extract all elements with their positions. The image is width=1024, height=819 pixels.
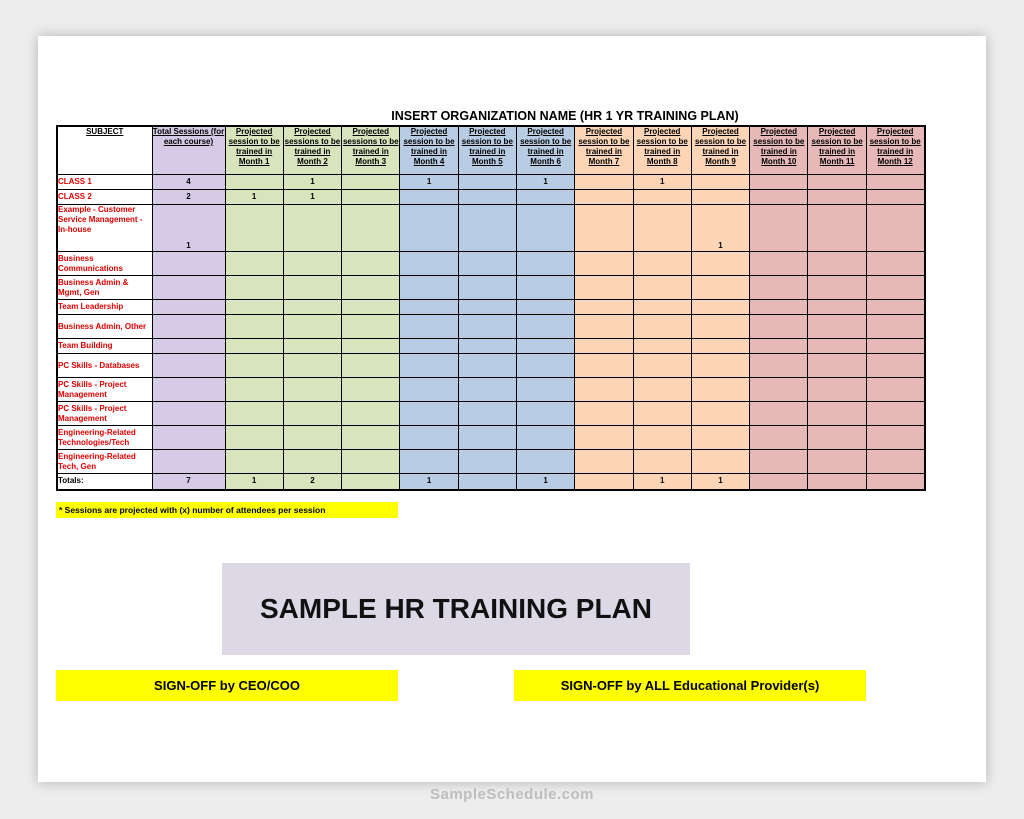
month-cell [516,300,574,315]
month-cell [342,300,400,315]
month-cell [575,354,633,378]
month-cell [575,339,633,354]
month-cell [866,339,924,354]
month-cell [458,426,516,450]
training-plan-table [56,125,926,491]
month-total-cell: 1 [225,474,283,490]
month-cell [458,205,516,252]
total-sessions-cell: 1 [152,205,225,252]
month-header: Projected session to be trained in Month 10 [750,126,808,175]
table-row [57,426,925,450]
month-total-cell: 2 [283,474,341,490]
month-cell [691,378,749,402]
table-row [57,378,925,402]
totals-label: Totals: [57,474,152,490]
month-cell [458,175,516,190]
table-row [57,252,925,276]
month-cell [400,315,458,339]
month-cell [633,426,691,450]
month-cell [283,402,341,426]
month-cell [750,354,808,378]
month-cell [866,378,924,402]
month-cell [866,315,924,339]
month-total-cell: 1 [516,474,574,490]
subject-cell: PC Skills - Project Management [57,378,152,402]
month-cell [400,205,458,252]
month-cell [808,354,866,378]
total-sessions-cell [152,252,225,276]
subject-cell: CLASS 2 [57,190,152,205]
month-cell [750,205,808,252]
total-sessions-header: Total Sessions (for each course) [152,126,225,175]
totals-row [57,474,925,490]
month-cell [342,378,400,402]
month-cell [283,252,341,276]
month-total-cell: 1 [400,474,458,490]
month-cell [633,402,691,426]
month-cell [342,315,400,339]
month-header: Projected session to be trained in Month 5 [458,126,516,175]
table-row [57,276,925,300]
month-cell [516,354,574,378]
month-cell [283,378,341,402]
month-cell [516,190,574,205]
month-cell [866,426,924,450]
month-cell [516,450,574,474]
month-cell [400,378,458,402]
month-cell [575,276,633,300]
month-cell [808,378,866,402]
watermark: SampleSchedule.com [429,786,595,803]
providers-signoff-box: SIGN-OFF by ALL Educational Provider(s) [514,670,866,701]
month-cell [458,354,516,378]
month-cell [691,300,749,315]
month-total-cell [575,474,633,490]
month-total-cell [808,474,866,490]
month-cell [633,252,691,276]
month-cell [516,426,574,450]
month-header: Projected session to be trained in Month 11 [808,126,866,175]
month-cell [691,175,749,190]
month-header: Projected session to be trained in Month 9 [691,126,749,175]
month-cell [808,426,866,450]
month-cell [458,252,516,276]
total-sessions-cell [152,339,225,354]
month-cell: 1 [516,175,574,190]
month-cell: 1 [283,190,341,205]
month-cell [691,426,749,450]
organization-title: INSERT ORGANIZATION NAME (HR 1 YR TRAINING PLAN) [391,109,739,123]
month-cell [516,402,574,426]
month-cell [750,426,808,450]
total-sessions-cell [152,300,225,315]
month-cell [808,315,866,339]
table-header-row [57,126,925,175]
month-cell [225,205,283,252]
month-cell [633,205,691,252]
month-cell [750,276,808,300]
month-cell [691,252,749,276]
month-cell [342,190,400,205]
month-cell [458,190,516,205]
month-cell [691,354,749,378]
table-row [57,354,925,378]
month-cell [866,354,924,378]
table-body [57,175,925,490]
total-sessions-cell: 2 [152,190,225,205]
month-cell: 1 [633,175,691,190]
month-cell [342,276,400,300]
month-cell [283,450,341,474]
month-cell [400,300,458,315]
month-cell [283,354,341,378]
month-header: Projected session to be trained in Month 4 [400,126,458,175]
subject-header: SUBJECT [57,126,152,175]
month-cell [225,339,283,354]
month-cell [808,450,866,474]
month-cell [750,339,808,354]
month-cell [575,315,633,339]
month-total-cell: 1 [633,474,691,490]
plan-title-banner: SAMPLE HR TRAINING PLAN [222,563,690,655]
month-cell [516,378,574,402]
month-cell: 1 [225,190,283,205]
month-cell [458,402,516,426]
month-cell [808,252,866,276]
month-cell [633,315,691,339]
month-cell [691,315,749,339]
month-cell [575,175,633,190]
month-total-cell [458,474,516,490]
month-header: Projected sessions to be trained in Month 3 [342,126,400,175]
month-cell [633,276,691,300]
month-cell [225,175,283,190]
month-cell [866,300,924,315]
month-cell: 1 [283,175,341,190]
table-row [57,175,925,190]
month-header: Projected sessions to be trained in Month 2 [283,126,341,175]
total-sessions-cell [152,426,225,450]
subject-cell: Engineering-Related Technologies/Tech [57,426,152,450]
month-cell [516,252,574,276]
subject-cell: Example - Customer Service Management - In-house [57,205,152,252]
subject-cell: PC Skills - Project Management [57,402,152,426]
month-cell [575,378,633,402]
month-cell [458,300,516,315]
month-cell [750,175,808,190]
total-sessions-cell [152,354,225,378]
month-cell [458,450,516,474]
month-cell [808,339,866,354]
month-cell [575,205,633,252]
month-cell [808,205,866,252]
month-cell [516,315,574,339]
month-cell [400,402,458,426]
subject-cell: PC Skills - Databases [57,354,152,378]
month-cell [342,354,400,378]
month-cell [225,300,283,315]
month-cell [750,315,808,339]
month-cell [342,450,400,474]
month-total-cell [342,474,400,490]
month-cell [691,339,749,354]
subject-cell: Business Admin, Other [57,315,152,339]
month-total-cell [866,474,924,490]
table-row [57,205,925,252]
month-cell [400,339,458,354]
month-cell [866,190,924,205]
month-cell [342,339,400,354]
month-cell [633,450,691,474]
total-sessions-cell: 4 [152,175,225,190]
table-row [57,300,925,315]
month-cell [458,378,516,402]
total-sessions-cell [152,450,225,474]
month-cell [400,252,458,276]
month-header: Projected session to be trained in Month 6 [516,126,574,175]
month-total-cell [750,474,808,490]
attendees-note: * Sessions are projected with (x) number of attendees per session [56,502,398,518]
month-cell [342,252,400,276]
month-cell [575,300,633,315]
month-cell [866,450,924,474]
month-cell [633,339,691,354]
month-cell [808,175,866,190]
month-cell [750,252,808,276]
month-cell [283,300,341,315]
month-cell [225,402,283,426]
table-row [57,190,925,205]
month-cell [808,190,866,205]
month-cell [866,402,924,426]
month-cell [400,354,458,378]
month-cell [691,276,749,300]
month-cell: 1 [400,175,458,190]
month-cell: 1 [691,205,749,252]
month-cell [575,426,633,450]
month-cell [866,175,924,190]
table-row [57,315,925,339]
month-cell [866,205,924,252]
month-cell [400,190,458,205]
month-cell [691,450,749,474]
subject-cell: Team Building [57,339,152,354]
month-cell [575,450,633,474]
month-cell [283,276,341,300]
month-cell [516,205,574,252]
month-cell [225,426,283,450]
month-cell [400,426,458,450]
total-sessions-cell [152,402,225,426]
subject-cell: CLASS 1 [57,175,152,190]
total-sessions-cell [152,276,225,300]
month-cell [633,190,691,205]
month-cell [750,378,808,402]
month-cell [458,276,516,300]
month-cell [516,339,574,354]
month-cell [808,300,866,315]
month-header: Projected session to be trained in Month 8 [633,126,691,175]
month-cell [283,315,341,339]
subject-cell: Team Leadership [57,300,152,315]
month-cell [225,378,283,402]
grand-total-cell: 7 [152,474,225,490]
month-cell [283,339,341,354]
month-cell [342,175,400,190]
month-cell [866,276,924,300]
subject-cell: Engineering-Related Tech, Gen [57,450,152,474]
month-cell [750,402,808,426]
month-cell [225,252,283,276]
ceo-signoff-box: SIGN-OFF by CEO/COO [56,670,398,701]
total-sessions-cell [152,378,225,402]
month-cell [225,276,283,300]
month-cell [342,426,400,450]
month-cell [458,315,516,339]
month-cell [750,190,808,205]
month-cell [400,450,458,474]
month-cell [283,205,341,252]
month-cell [750,300,808,315]
table-row [57,339,925,354]
month-cell [633,354,691,378]
table-row [57,450,925,474]
month-cell [225,315,283,339]
month-cell [225,450,283,474]
month-cell [400,276,458,300]
month-cell [633,300,691,315]
month-cell [342,205,400,252]
month-header: Projected session to be trained in Month 1 [225,126,283,175]
month-cell [808,402,866,426]
month-cell [808,276,866,300]
table-row [57,402,925,426]
month-cell [691,190,749,205]
month-cell [283,426,341,450]
subject-cell: Business Communications [57,252,152,276]
month-cell [225,354,283,378]
month-cell [866,252,924,276]
month-cell [458,339,516,354]
month-total-cell: 1 [691,474,749,490]
month-header: Projected session to be trained in Month 12 [866,126,924,175]
month-cell [750,450,808,474]
month-cell [516,276,574,300]
month-header: Projected session to be trained in Month 7 [575,126,633,175]
month-cell [575,402,633,426]
month-cell [691,402,749,426]
subject-cell: Business Admin & Mgmt, Gen [57,276,152,300]
month-cell [342,402,400,426]
month-cell [633,378,691,402]
month-cell [575,252,633,276]
month-cell [575,190,633,205]
total-sessions-cell [152,315,225,339]
